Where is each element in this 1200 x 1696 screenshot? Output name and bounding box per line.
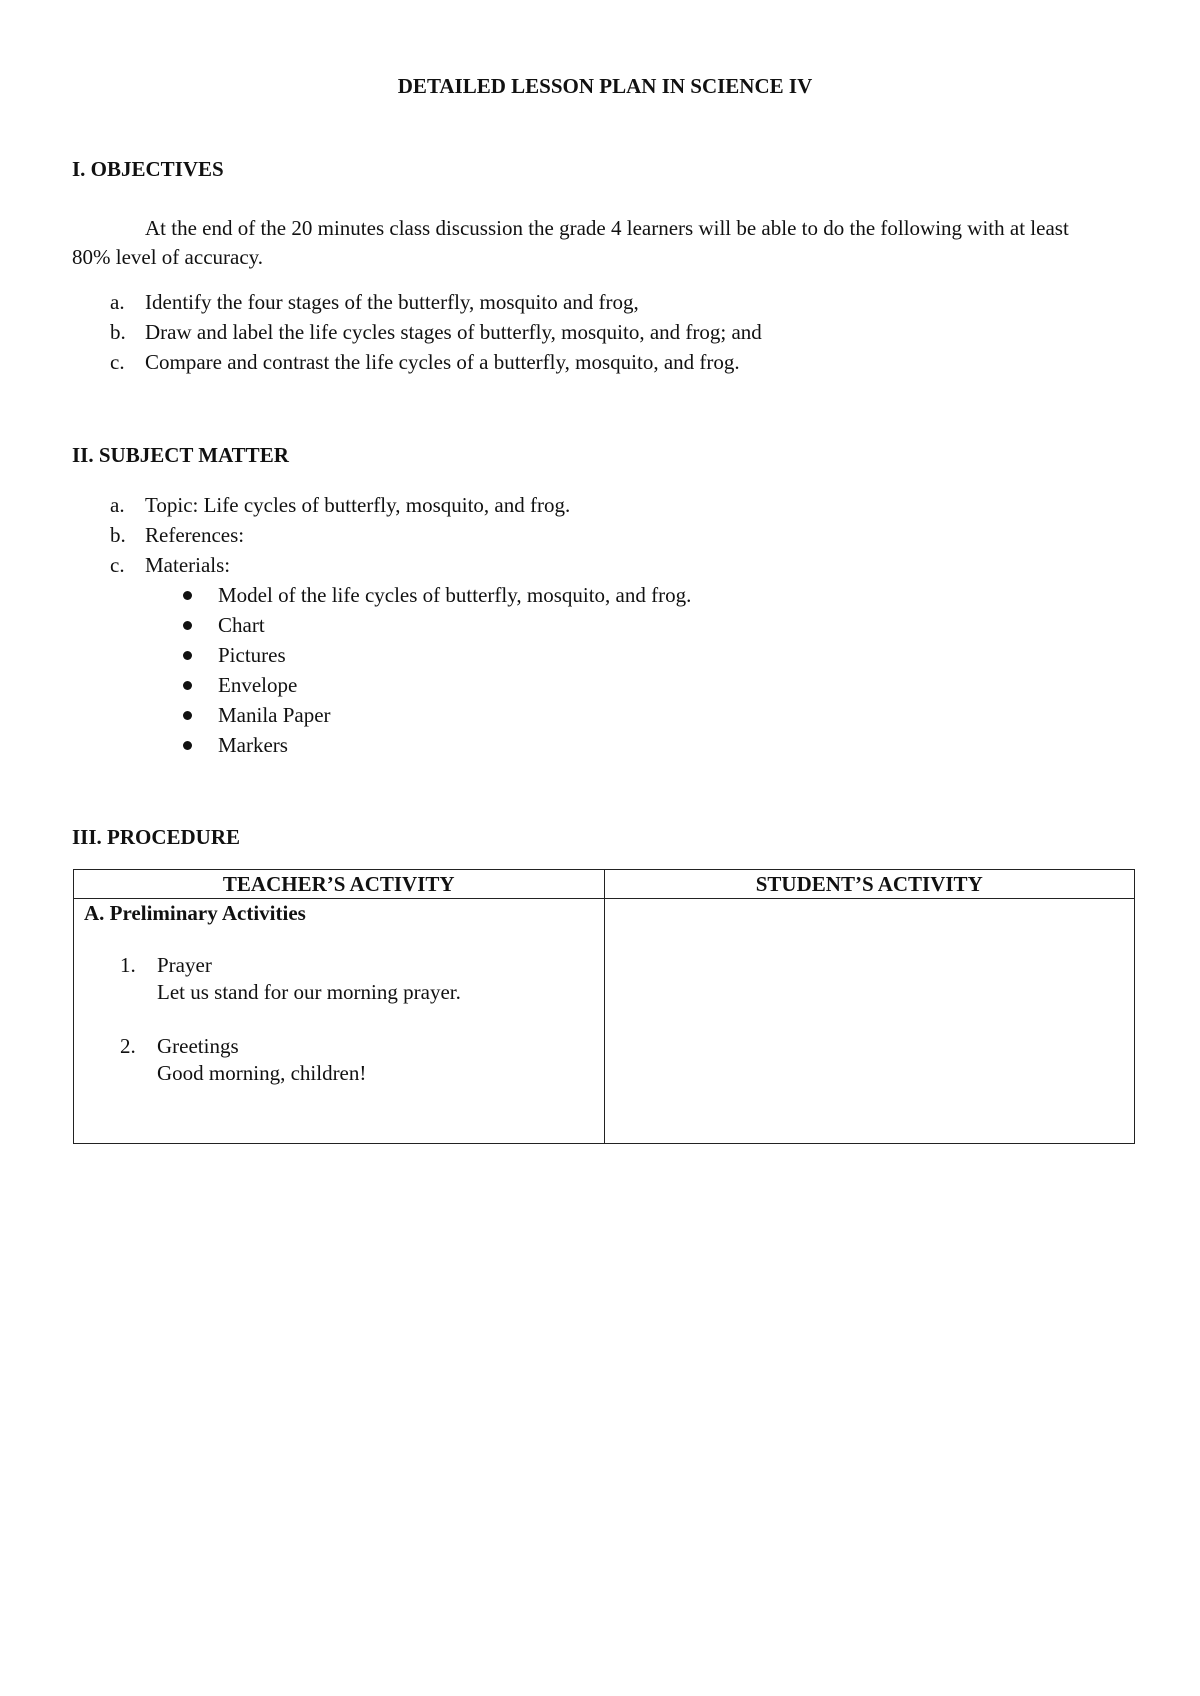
step-title: Greetings xyxy=(157,1034,239,1058)
bullet-icon xyxy=(183,621,192,630)
bullet-icon xyxy=(183,711,192,720)
step-number: 2. xyxy=(120,1034,136,1058)
procedure-heading: III. PROCEDURE xyxy=(72,825,241,849)
bullet-icon xyxy=(183,681,192,690)
objectives-heading: I. OBJECTIVES xyxy=(72,157,224,181)
document-title: DETAILED LESSON PLAN IN SCIENCE IV xyxy=(397,74,813,98)
subject-matter-heading: II. SUBJECT MATTER xyxy=(72,443,289,467)
list-item-text: Draw and label the life cycles stages of butterfly, mosquito, and frog; and xyxy=(145,320,762,344)
list-item-text: Topic: Life cycles of butterfly, mosquito, and frog. xyxy=(145,493,571,517)
bullet-icon xyxy=(183,651,192,660)
student-activity-cell xyxy=(604,899,1135,1144)
objectives-intro-text: At the end of the 20 minutes class discussion the grade 4 learners will be able to do the following with at least 80% level of accuracy. xyxy=(72,216,1069,269)
materials-item-text: Model of the life cycles of butterfly, mosquito, and frog. xyxy=(218,583,692,607)
materials-item-text: Pictures xyxy=(218,643,286,667)
preliminary-activities-title: A. Preliminary Activities xyxy=(84,901,306,925)
teacher-activity-header: TEACHER’S ACTIVITY xyxy=(74,870,605,899)
list-marker: a. xyxy=(110,493,125,517)
materials-item-text: Markers xyxy=(218,733,288,757)
list-marker: b. xyxy=(110,320,126,344)
list-marker: c. xyxy=(110,553,125,577)
step-detail: Let us stand for our morning prayer. xyxy=(157,980,461,1004)
step-detail: Good morning, children! xyxy=(157,1061,367,1085)
table-header-row xyxy=(74,870,1135,899)
objectives-intro xyxy=(72,214,1112,272)
bullet-icon xyxy=(183,591,192,600)
step-number: 1. xyxy=(120,953,136,977)
materials-item-text: Chart xyxy=(218,613,265,637)
table-row xyxy=(74,899,1135,1144)
list-marker: c. xyxy=(110,350,125,374)
list-marker: b. xyxy=(110,523,126,547)
list-item-text: References: xyxy=(145,523,245,547)
teacher-activity-cell xyxy=(74,899,605,1144)
bullet-icon xyxy=(183,741,192,750)
list-marker: a. xyxy=(110,290,125,314)
materials-item-text: Envelope xyxy=(218,673,298,697)
step-title: Prayer xyxy=(157,953,212,977)
student-activity-header: STUDENT’S ACTIVITY xyxy=(604,870,1135,899)
list-item-text: Materials: xyxy=(145,553,231,577)
list-item-text: Compare and contrast the life cycles of a butterfly, mosquito, and frog. xyxy=(145,350,740,374)
procedure-table xyxy=(73,869,1135,1144)
materials-item-text: Manila Paper xyxy=(218,703,331,727)
list-item-text: Identify the four stages of the butterfly, mosquito and frog, xyxy=(145,290,639,314)
